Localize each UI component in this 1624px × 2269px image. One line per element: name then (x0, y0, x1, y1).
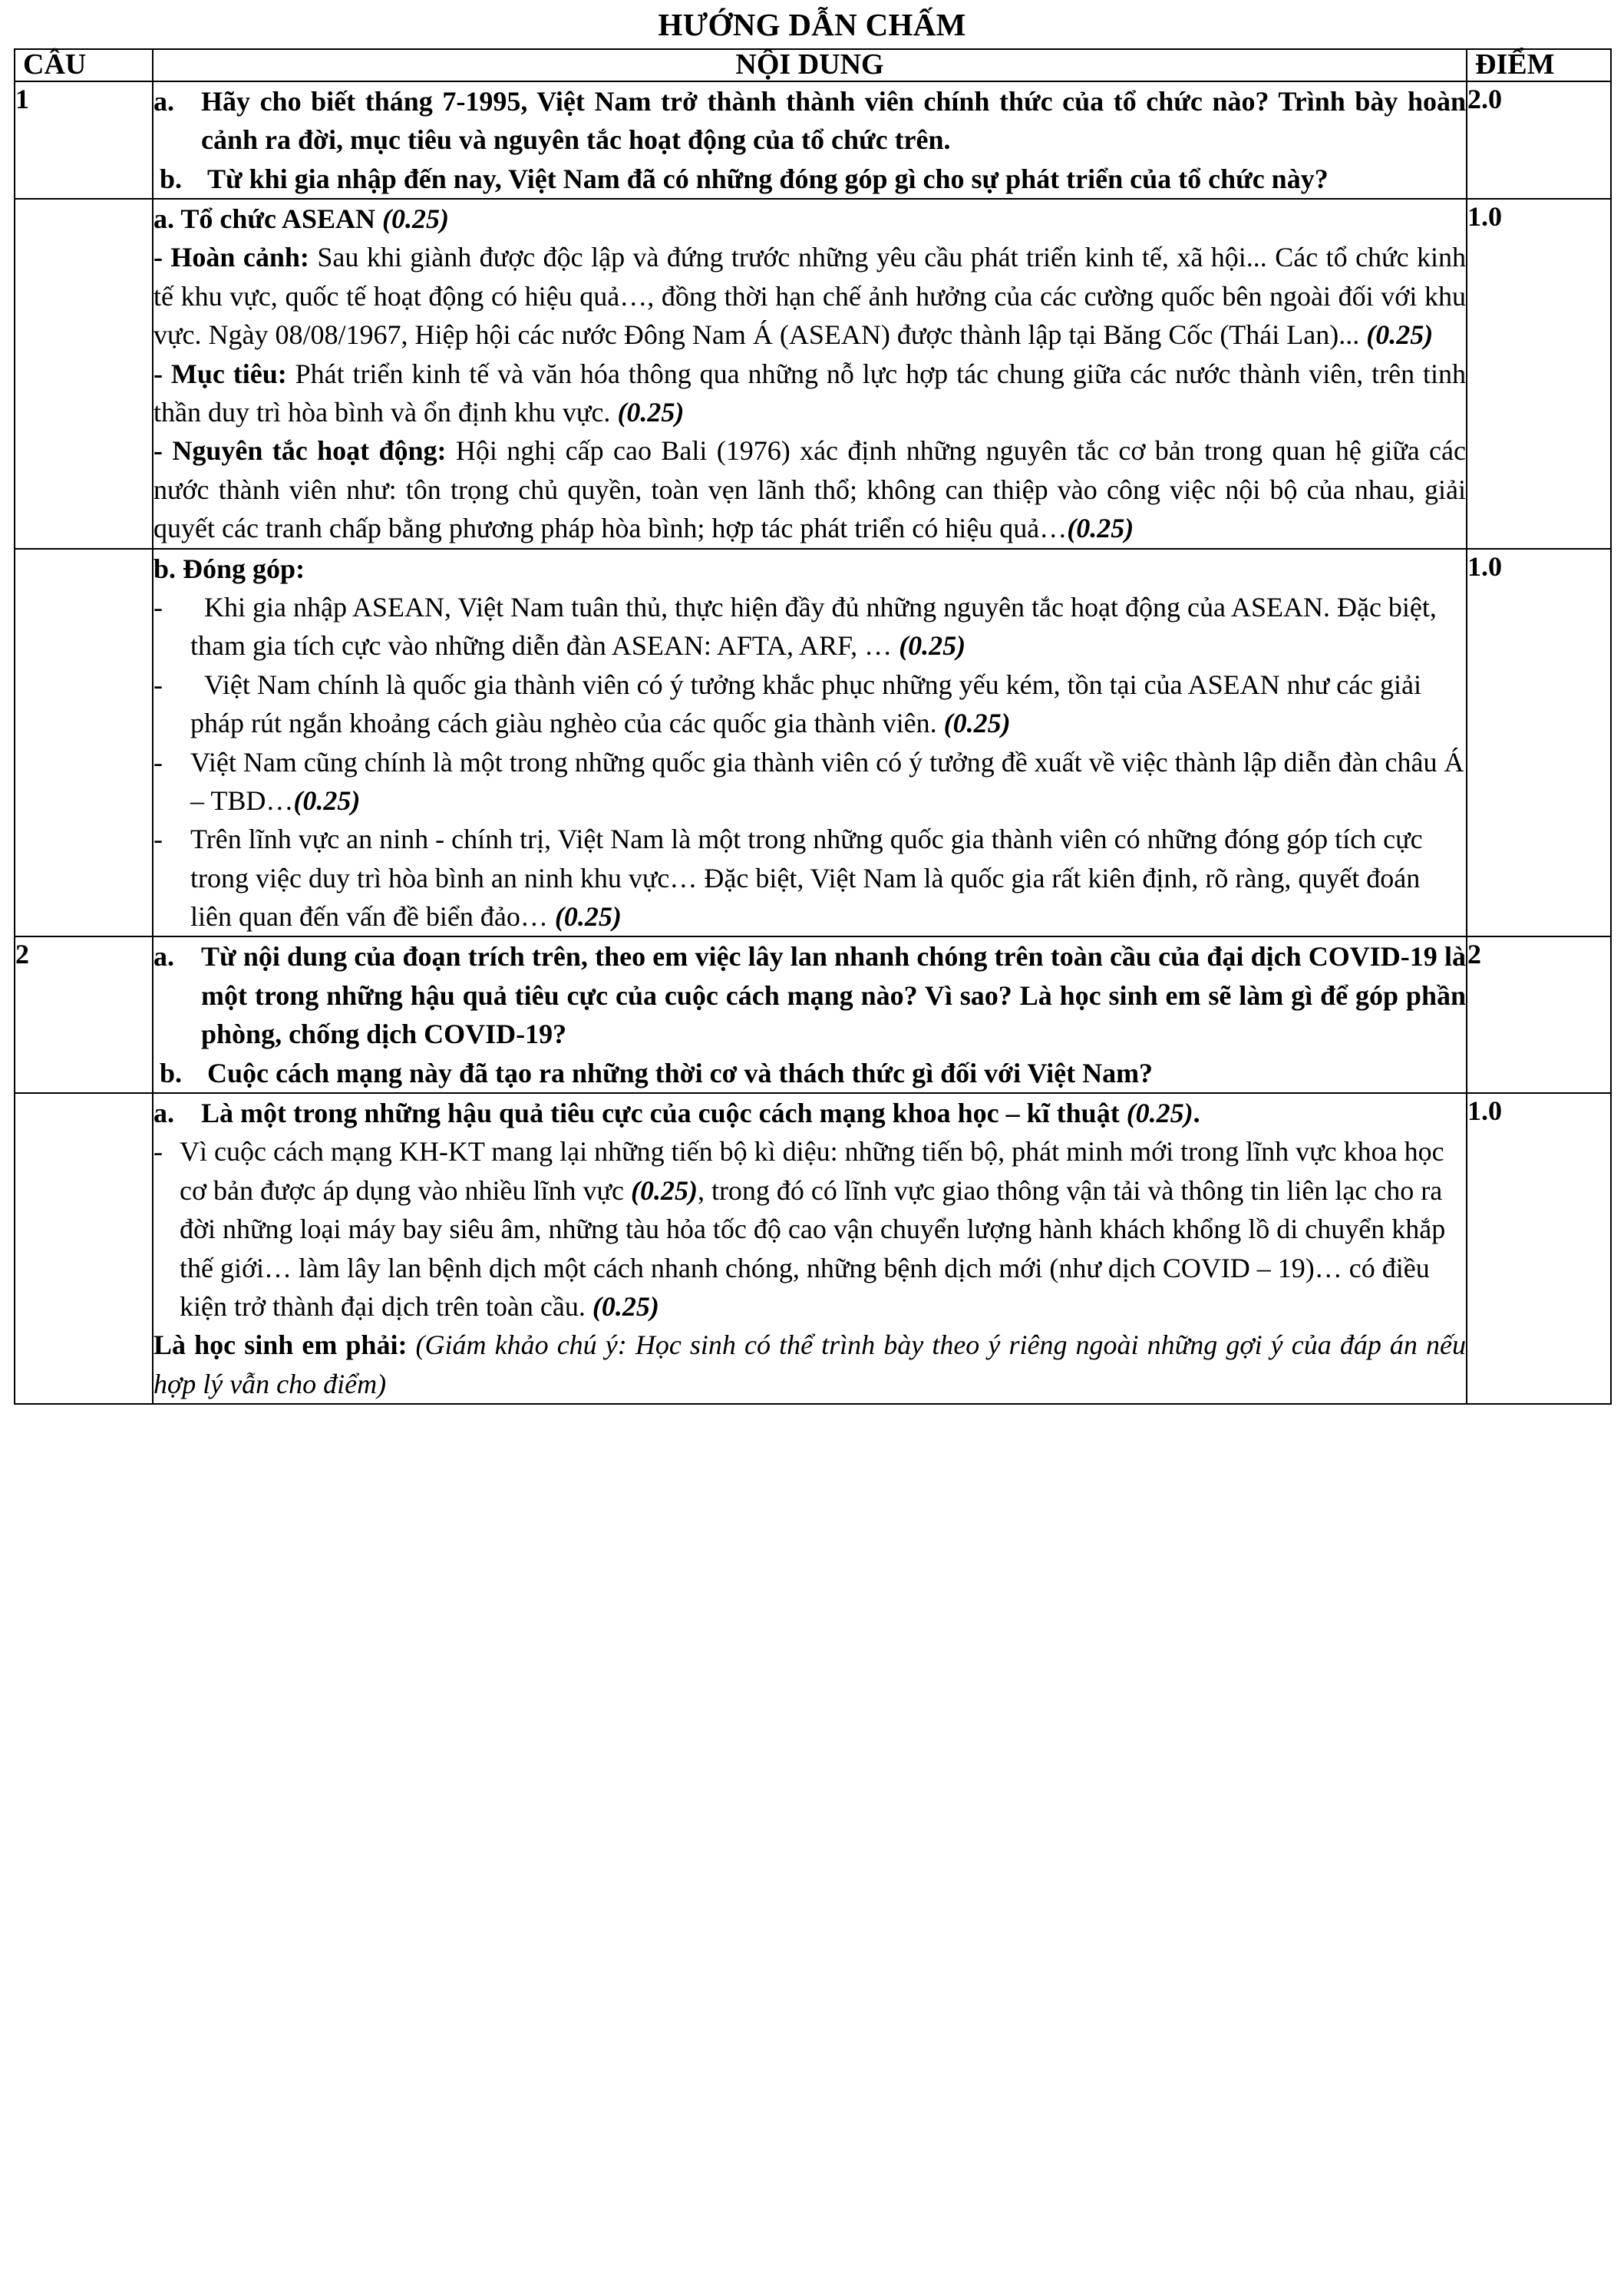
question-2a-text: Từ nội dung của đoạn trích trên, theo em việc lây lan nhanh chóng trên toàn cầu của đại dịch COVID-19 là một trong những hậu quả tiêu cực của cuộc cách mạng nào? Vì sao? Là học sinh em sẽ làm gì để góp phần phòng, chống dịch COVID-19? (201, 941, 1466, 1050)
label-muc-tieu: - Mục tiêu: (153, 358, 287, 389)
list-item-body: Việt Nam chính là quốc gia thành viên có ý tưởng khắc phục những yếu kém, tồn tại của ASEAN như các giải pháp rút ngắn khoảng cách giàu nghèo của các quốc gia thành viên. (190, 669, 1422, 739)
score-hoan-canh: (0.25) (1366, 319, 1434, 351)
dash-bullet-icon: - (153, 746, 163, 778)
answer-2a-body: Là một trong những hậu quả tiêu cực của cuộc cách mạng khoa học – kĩ thuật (201, 1098, 1127, 1129)
question-2b-text: Cuộc cách mạng này đã tạo ra những thời cơ và thách thức gì đối với Việt Nam? (207, 1057, 1154, 1088)
list-item-score: (0.25) (943, 708, 1011, 739)
cell-cau-a1b (15, 549, 153, 937)
answer-1a-heading-text: a. Tổ chức ASEAN (153, 203, 375, 235)
page-title: HƯỚNG DẪN CHẤM (658, 7, 966, 42)
cell-diem-a1a: 1.0 (1467, 199, 1611, 549)
answer-2a-heading (153, 1094, 1466, 1132)
answer-2a-score: (0.25) (1126, 1098, 1193, 1129)
list-item-text (190, 588, 1466, 666)
dash-bullet-icon: - (153, 591, 163, 623)
dash-bullet-icon: - (153, 824, 163, 855)
cell-cau-a2a (15, 1093, 153, 1404)
list-item-score: (0.25) (554, 901, 622, 933)
column-header-diem: ĐIỂM (1467, 49, 1611, 81)
list-item (153, 743, 1466, 821)
answer-2a-text (201, 1094, 1466, 1132)
cell-diem-a2a: 1.0 (1467, 1093, 1611, 1404)
answer-2a-trailing: . (1193, 1098, 1200, 1129)
question-2a (153, 937, 1466, 1053)
answer-2a-closing (153, 1326, 1466, 1403)
body-muc-tieu: Phát triển kinh tế và văn hóa thông qua những nỗ lực hợp tác chung giữa các nước thành viên, trên tinh thần duy trì hòa bình và ổn định khu vực. (153, 358, 1466, 428)
table-header-row (15, 49, 1611, 81)
question-1a-text: Hãy cho biết tháng 7-1995, Việt Nam trở thành thành viên chính thức của tổ chức nào? Trình bày hoàn cảnh ra đời, mục tiêu và nguyên tắc hoạt động của tổ chức trên. (201, 85, 1466, 156)
list-item-text (190, 666, 1466, 743)
reason-part-2: , trong đó có lĩnh vực giao thông vận tải và thông tin liên lạc cho ra đời những loại máy bay siêu âm, những tàu hỏa tốc độ cao vận chuyển lượng hành khách khổng lồ di chuyển khắp thế giới… làm lây lan bệnh dịch một cách nhanh chóng, những bệnh dịch mới (như dịch COVID – 19)… có điều kiện trở thành đại dịch trên toàn cầu. (180, 1174, 1446, 1322)
cell-diem-q2: 2 (1467, 936, 1611, 1093)
question-1b (153, 160, 1466, 198)
dash-bullet-icon: - (153, 1136, 163, 1168)
table-row (15, 199, 1611, 549)
list-item (153, 588, 1466, 666)
list-item-score: (0.25) (899, 630, 966, 662)
body-nguyen-tac: Hội nghị cấp cao Bali (1976) xác định những nguyên tắc cơ bản trong quan hệ giữa các nước thành viên như: tôn trọng chủ quyền, toàn vẹn lãnh thổ; không can thiệp vào công việc nội bộ của nhau, giải quyết các tranh chấp bằng phương pháp hòa bình; hợp tác phát triển có hiệu quả… (153, 435, 1466, 544)
question-1a (153, 82, 1466, 160)
column-header-cau: CÂU (15, 49, 153, 81)
question-1a-marker: a. (153, 85, 174, 117)
cell-content-a2a (153, 1093, 1467, 1404)
list-item-body: Việt Nam cũng chính là một trong những quốc gia thành viên có ý tưởng đề xuất về việc thành lập diễn đàn châu Á – TBD… (190, 746, 1464, 816)
list-item (153, 1132, 1466, 1326)
answer-1b-bullet-list (153, 588, 1466, 936)
list-item-text (190, 743, 1466, 821)
answer-1a-heading-score: (0.25) (381, 203, 449, 235)
grading-table (14, 48, 1612, 1405)
list-item-body: Khi gia nhập ASEAN, Việt Nam tuân thủ, thực hiện đầy đủ những nguyên tắc hoạt động của ASEAN. Đặc biệt, tham gia tích cực vào những diễn đàn ASEAN: AFTA, ARF, … (190, 591, 1437, 662)
answer-1a-paragraph-hoancanh (153, 238, 1466, 354)
cell-cau-a1a (15, 199, 153, 549)
answer-1b-heading: b. Đóng góp: (153, 553, 305, 584)
list-item-body: Trên lĩnh vực an ninh - chính trị, Việt Nam là một trong những quốc gia thành viên có những đóng góp tích cực trong việc duy trì hòa bình an ninh khu vực… Đặc biệt, Việt Nam là quốc gia rất kiên định, rõ ràng, quyết đoán liên quan đến vấn đề biển đảo… (190, 824, 1423, 933)
reason-part-1: Vì cuộc cách mạng KH-KT mang lại những tiến bộ kì diệu: những tiến bộ, phát minh mới trong lĩnh vực khoa học cơ bản được áp dụng vào nhiều lĩnh vực (180, 1136, 1444, 1206)
cell-content-q2 (153, 936, 1467, 1093)
list-item-score: (0.25) (293, 784, 361, 816)
table-row (15, 549, 1611, 937)
cell-content-q1 (153, 81, 1467, 199)
answer-1a-paragraph-nguyentac (153, 431, 1466, 547)
cell-content-a1b (153, 549, 1467, 937)
cell-content-a1a (153, 199, 1467, 549)
cell-diem-q1: 2.0 (1467, 81, 1611, 199)
score-nguyen-tac: (0.25) (1067, 513, 1134, 544)
question-2b (153, 1054, 1466, 1092)
label-hoan-canh: - Hoàn cảnh: (153, 242, 309, 273)
table-row (15, 936, 1611, 1093)
question-1b-text: Từ khi gia nhập đến nay, Việt Nam đã có những đóng góp gì cho sự phát triển của tổ chức này? (207, 163, 1329, 194)
question-1b-marker: b. (160, 163, 183, 194)
answer-2a-marker: a. (153, 1098, 174, 1129)
question-2b-marker: b. (160, 1057, 183, 1088)
list-item (153, 666, 1466, 743)
cell-cau-q1: 1 (15, 81, 153, 199)
answer-1a-paragraph-muctieu (153, 355, 1466, 432)
list-item-text (190, 820, 1466, 936)
score-muc-tieu: (0.25) (617, 397, 685, 428)
label-nguyen-tac: - Nguyên tắc hoạt động: (153, 435, 447, 467)
cell-cau-q2: 2 (15, 936, 153, 1093)
column-header-noidung: NỘI DUNG (153, 49, 1467, 81)
question-2a-marker: a. (153, 941, 174, 973)
answer-1a-heading (153, 200, 1466, 238)
dash-bullet-icon: - (153, 669, 163, 700)
cell-diem-a1b: 1.0 (1467, 549, 1611, 937)
table-row (15, 81, 1611, 199)
reason-score-1: (0.25) (630, 1174, 698, 1206)
reason-score-2: (0.25) (592, 1291, 659, 1322)
list-item (153, 820, 1466, 936)
body-hoan-canh: Sau khi giành được độc lập và đứng trước những yêu cầu phát triển kinh tế, xã hội... Các tổ chức kinh tế khu vực, quốc tế hoạt động có hiệu quả…, đồng thời hạn chế ảnh hưởng của các cường quốc bên ngoài đối với khu vực. Ngày 08/08/1967, Hiệp hội các nước Đông Nam Á (ASEAN) được thành lập tại Băng Cốc (Thái Lan)... (153, 242, 1466, 351)
closing-note: (Giám khảo chú ý: Học sinh có thể trình bày theo ý riêng ngoài những gợi ý của đáp án nếu hợp lý vẫn cho điểm) (153, 1329, 1466, 1399)
list-item-text (180, 1132, 1466, 1326)
closing-label: Là học sinh em phải: (153, 1329, 408, 1361)
table-row (15, 1093, 1611, 1404)
